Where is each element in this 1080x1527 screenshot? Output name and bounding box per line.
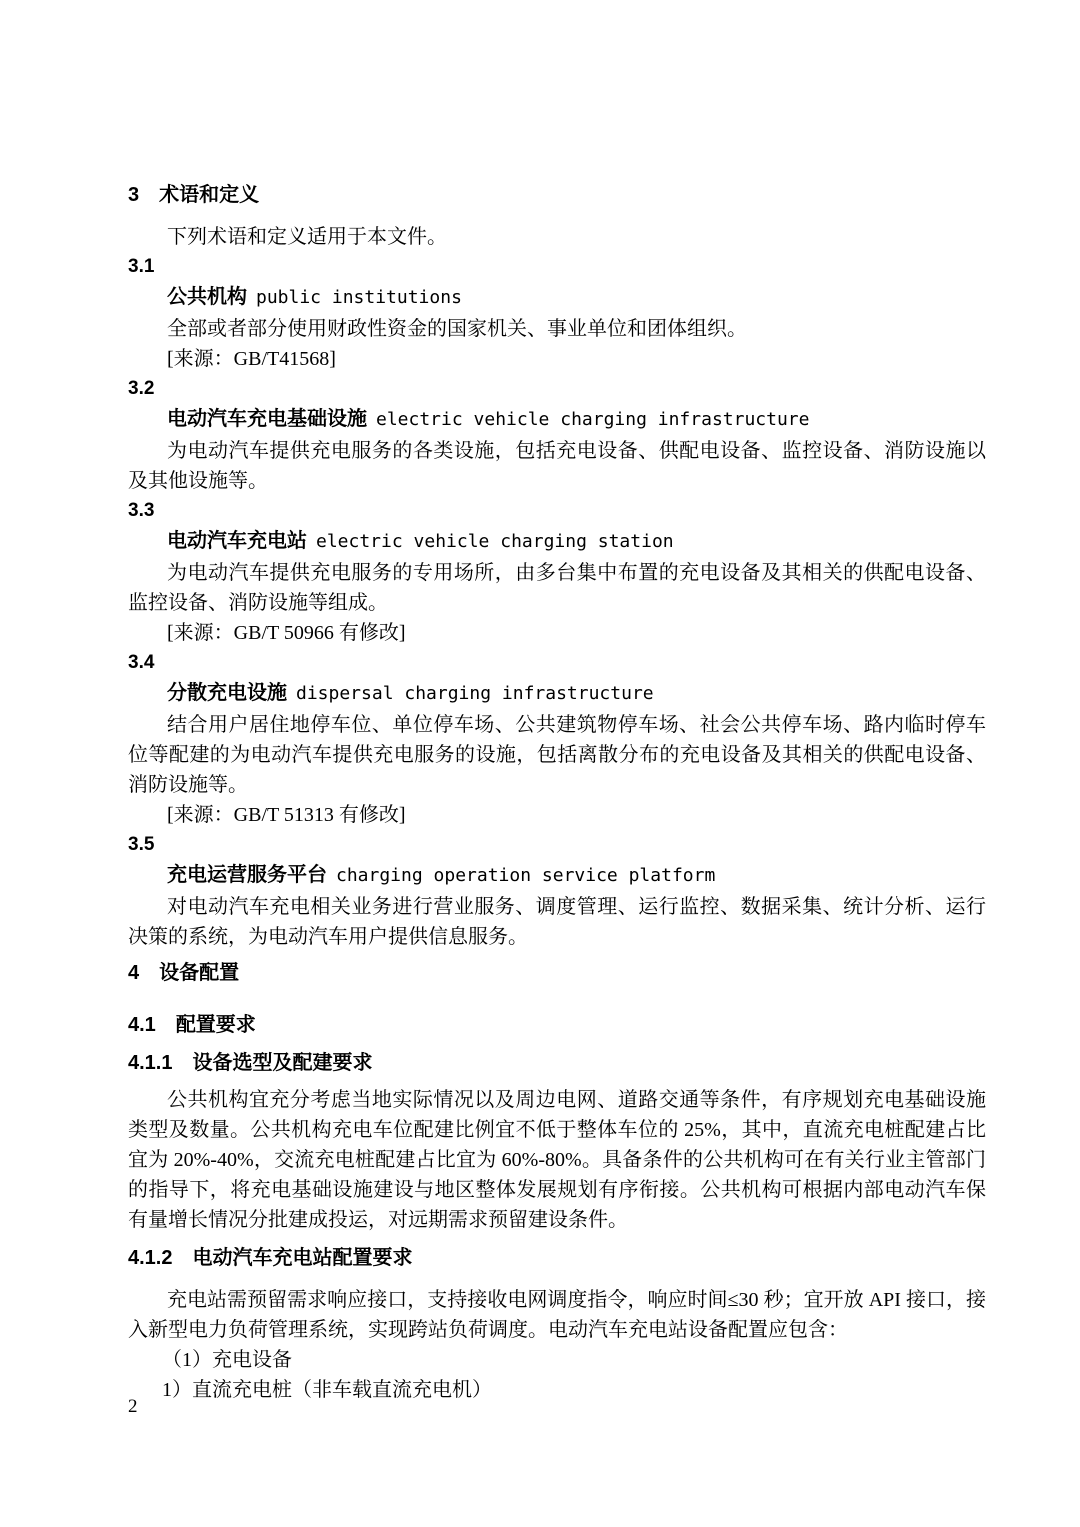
term-name-en: electric vehicle charging infrastructure <box>376 409 810 430</box>
clause-4-1-1-paragraph: 公共机构宜充分考虑当地实际情况以及周边电网、道路交通等条件，有序规划充电基础设施类型及数量。公共机构充电车位配建比例宜不低于整体车位的 25%，其中，直流充电桩配建占比宜为 20%-40%，交流充电桩配建占比宜为 60%-80%。具备条件的公共机构可在有关行业主管部门的指导下，将充电基础设施建设与地区整体发展规划有序衔接。公共机构可根据内部电动汽车保有量增长情况分批建成投运，对远期需求预留建设条件。 <box>128 1089 986 1231</box>
term-title-line <box>128 678 986 710</box>
term-name-en: public institutions <box>256 287 462 308</box>
term-definition: 为电动汽车提供充电服务的各类设施，包括充电设备、供配电设备、监控设备、消防设施以及其他设施等。 <box>128 440 986 492</box>
list-item-dc-charger: 1）直流充电桩（非车载直流充电机） <box>162 1379 492 1401</box>
clause-4-number: 4 <box>128 962 140 984</box>
term-definition: 结合用户居住地停车位、单位停车场、公共建筑物停车场、社会公共停车场、路内临时停车位等配建的为电动汽车提供充电服务的设施，包括离散分布的充电设备及其相关的供配电设备、消防设施等。 <box>128 714 986 796</box>
clause-3-heading <box>128 180 986 210</box>
term-section-3-2 <box>128 374 986 496</box>
page-number: 2 <box>128 1396 138 1417</box>
term-section-3-1 <box>128 252 986 374</box>
term-source: [来源：GB/T41568] <box>167 348 336 370</box>
term-source: [来源：GB/T 51313 有修改] <box>167 804 406 826</box>
term-number: 3.3 <box>128 500 155 521</box>
term-title-line <box>128 404 986 436</box>
term-title-line <box>128 860 986 892</box>
clause-4-1-number: 4.1 <box>128 1014 156 1036</box>
page-content <box>128 180 986 1405</box>
term-name-zh: 公共机构 <box>167 286 247 308</box>
term-name-en: electric vehicle charging station <box>316 531 674 552</box>
term-section-3-4 <box>128 648 986 830</box>
clause-3-number: 3 <box>128 184 140 206</box>
clause-4-1-heading <box>128 1010 986 1040</box>
term-name-en: dispersal charging infrastructure <box>296 683 654 704</box>
term-definition: 全部或者部分使用财政性资金的国家机关、事业单位和团体组织。 <box>167 318 747 340</box>
clause-4-1-2-title: 电动汽车充电站配置要求 <box>192 1247 413 1269</box>
term-name-en: charging operation service platform <box>336 865 716 886</box>
term-section-3-3 <box>128 496 986 648</box>
clause-4-title: 设备配置 <box>159 962 240 984</box>
clause-4-1-title: 配置要求 <box>175 1014 256 1036</box>
term-number: 3.5 <box>128 834 155 855</box>
clause-3-title: 术语和定义 <box>159 184 260 206</box>
term-definition: 对电动汽车充电相关业务进行营业服务、调度管理、运行监控、数据采集、统计分析、运行决策的系统，为电动汽车用户提供信息服务。 <box>128 896 986 948</box>
term-title-line <box>128 526 986 558</box>
term-number: 3.1 <box>128 256 155 277</box>
term-name-zh: 充电运营服务平台 <box>167 864 327 886</box>
clause-4-1-1-heading <box>128 1048 986 1078</box>
term-source: [来源：GB/T 50966 有修改] <box>167 622 406 644</box>
term-title-line <box>128 282 986 314</box>
clause-4-1-2-number: 4.1.2 <box>128 1247 173 1269</box>
term-definition: 为电动汽车提供充电服务的专用场所，由多台集中布置的充电设备及其相关的供配电设备、监控设备、消防设施等组成。 <box>128 562 986 614</box>
clause-4-1-1-title: 设备选型及配建要求 <box>192 1052 373 1074</box>
term-number: 3.2 <box>128 378 155 399</box>
term-number: 3.4 <box>128 652 155 673</box>
clause-4-1-2-heading <box>128 1243 986 1273</box>
clause-4-heading <box>128 958 986 988</box>
clause-4-1-2-paragraph: 充电站需预留需求响应接口，支持接收电网调度指令，响应时间≤30 秒；宜开放 API 接口，接入新型电力负荷管理系统，实现跨站负荷调度。电动汽车充电站设备配置应包含： <box>128 1289 986 1341</box>
term-name-zh: 分散充电设施 <box>167 682 287 704</box>
term-section-3-5 <box>128 830 986 952</box>
list-item-charging-equipment: （1）充电设备 <box>162 1349 292 1371</box>
clause-4-1-1-number: 4.1.1 <box>128 1052 173 1074</box>
term-name-zh: 电动汽车充电站 <box>167 530 307 552</box>
terms-intro-paragraph: 下列术语和定义适用于本文件。 <box>167 226 447 248</box>
term-name-zh: 电动汽车充电基础设施 <box>167 408 367 430</box>
